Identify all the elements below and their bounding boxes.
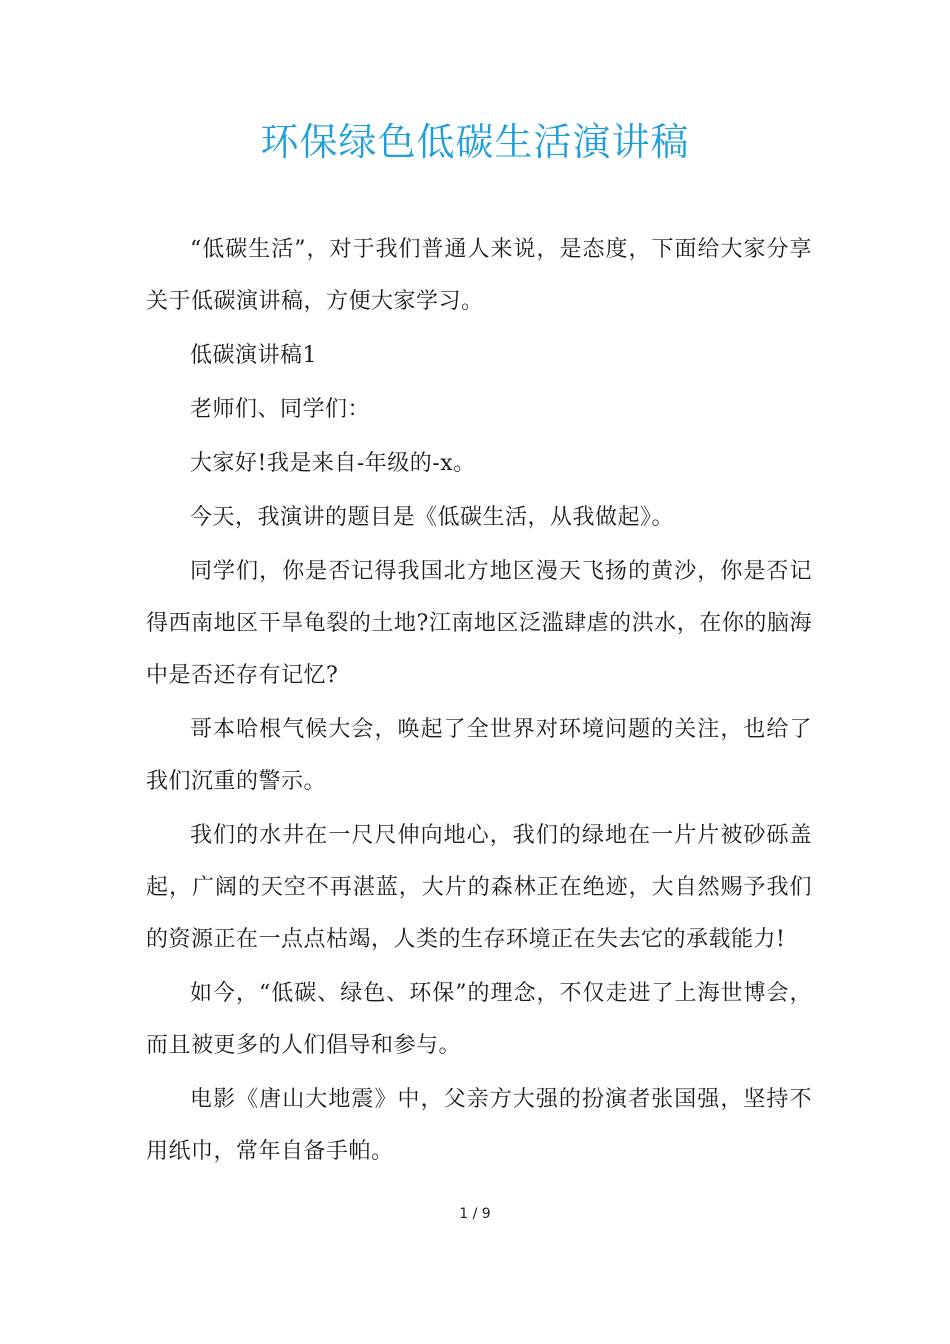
paragraph-speech-heading: 低碳演讲稿1: [190, 343, 317, 368]
paragraph-intro: “低碳生活”，对于我们普通人来说，是态度，下面给大家分享关于低碳演讲稿，方便大家学习。: [146, 237, 812, 314]
paragraph-copenhagen: 哥本哈根气候大会，唤起了全世界对环境问题的关注，也给了我们沉重的警示。: [146, 717, 812, 794]
page-number: 1 / 9: [459, 1206, 491, 1222]
paragraph-environment: 我们的水井在一尺尺伸向地心，我们的绿地在一片片被砂砾盖起，广阔的天空不再湛蓝，大片的森林正在绝迹，大自然赐予我们的资源正在一点点枯竭，人类的生存环境正在失去它的承载能力!: [146, 823, 812, 952]
paragraph-memory: 同学们，你是否记得我国北方地区漫天飞扬的黄沙，你是否记得西南地区干旱龟裂的土地?江南地区泛滥肆虐的洪水，在你的脑海中是否还存有记忆?: [146, 559, 812, 688]
paragraph-topic: 今天，我演讲的题目是《低碳生活，从我做起》。: [190, 505, 675, 530]
paragraph-salutation: 老师们、同学们：: [190, 397, 371, 422]
document-title: 环保绿色低碳生活演讲稿: [260, 120, 690, 164]
paragraph-expo: 如今，“低碳、绿色、环保”的理念，不仅走进了上海世博会，而且被更多的人们倡导和参与。: [146, 981, 812, 1058]
paragraph-greeting: 大家好!我是来自-年级的-x。: [190, 451, 476, 476]
document-body: [146, 224, 812, 1180]
paragraph-movie: 电影《唐山大地震》中，父亲方大强的扮演者张国强，坚持不用纸巾，常年自备手帕。: [146, 1087, 812, 1164]
